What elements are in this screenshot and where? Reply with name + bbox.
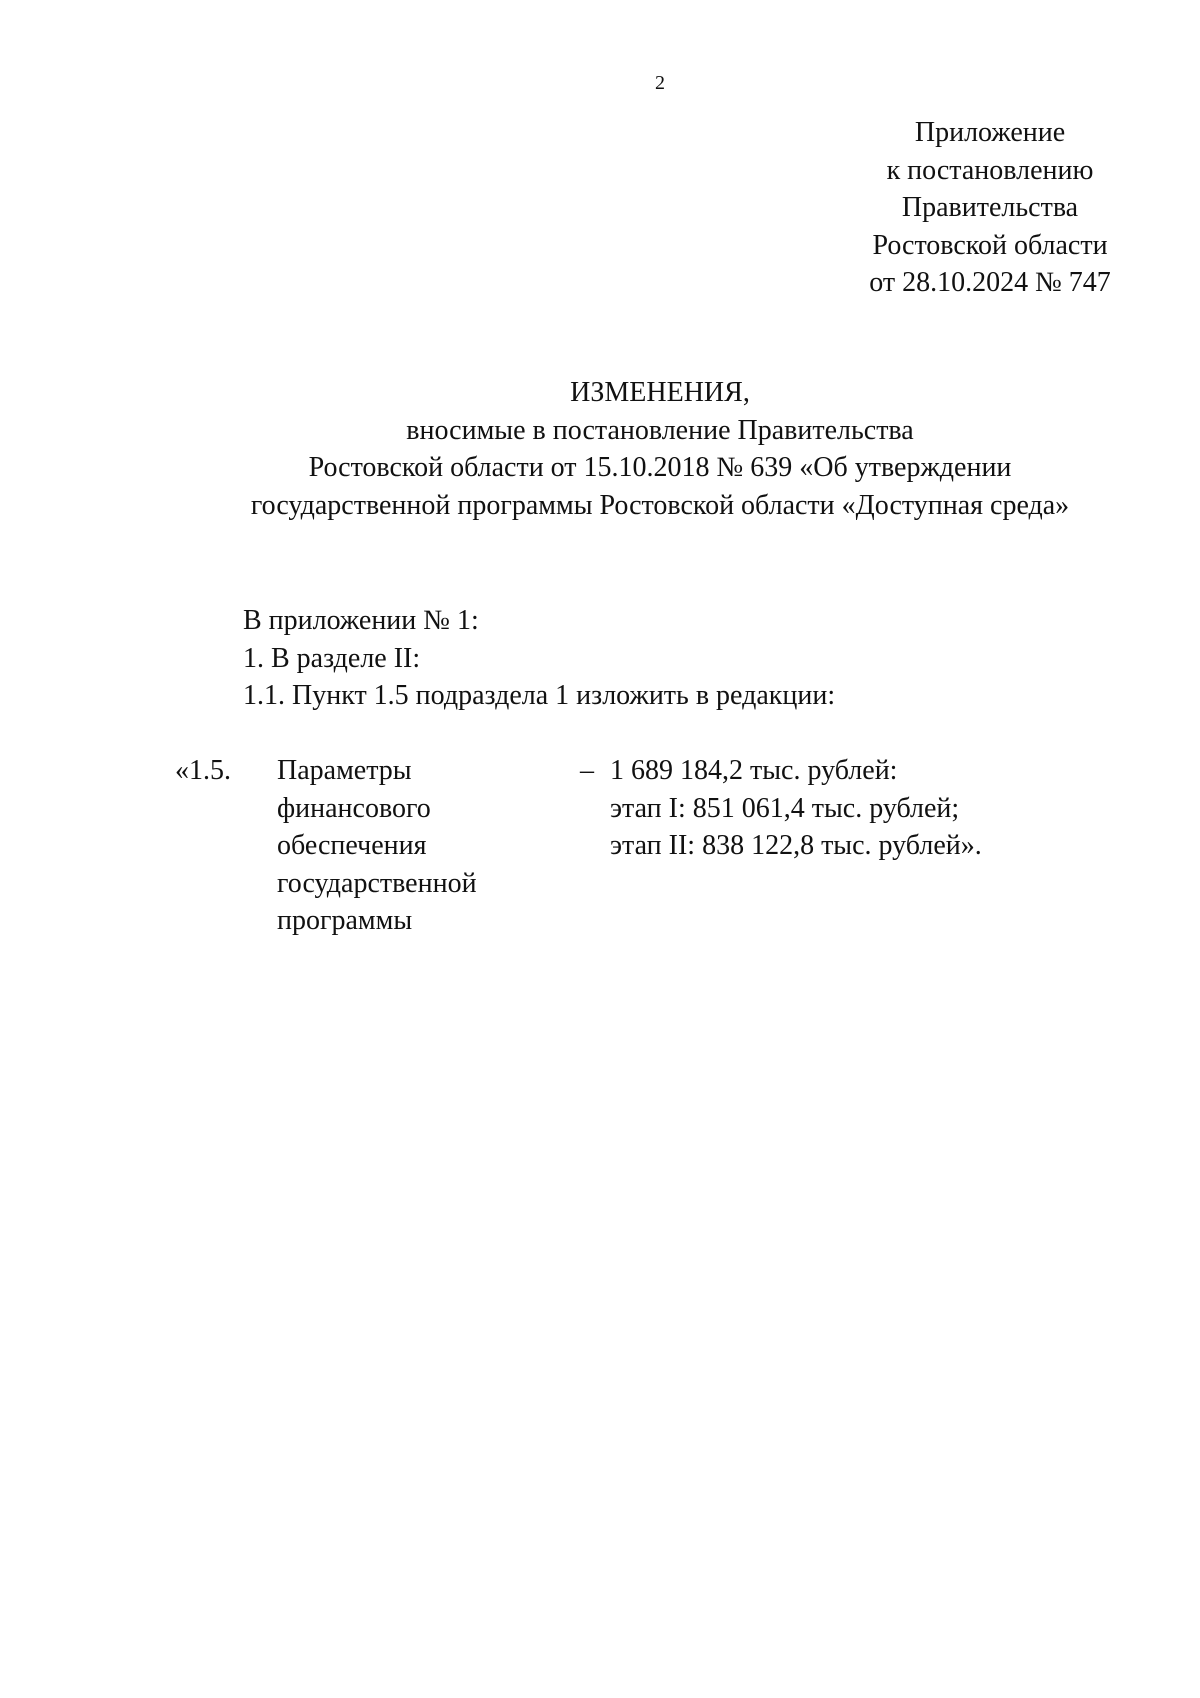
body-paragraph: В приложении № 1: [243, 605, 479, 636]
approval-line: Ростовской области [872, 229, 1108, 261]
approval-block [820, 114, 1160, 302]
item-number: «1.5. [175, 755, 231, 786]
title-line: государственной программы Ростовской области «Доступная среда» [250, 489, 1070, 521]
item-label-line: государственной [277, 867, 477, 899]
item-label [277, 752, 477, 940]
item-label-line: Параметры [277, 755, 412, 786]
item-stage-value: этап II: 838 122,8 тыс. рублей». [610, 830, 982, 861]
title-line: вносимые в постановление Правительства [406, 414, 914, 446]
body-paragraph: 1. В разделе II: [243, 642, 421, 674]
item-dash: – [580, 755, 594, 786]
document-title [0, 374, 1200, 524]
approval-line: Приложение [914, 117, 1066, 148]
approval-line: к постановлению [886, 154, 1094, 186]
title-heading: ИЗМЕНЕНИЯ, [570, 377, 750, 408]
item-stage-value: этап I: 851 061,4 тыс. рублей; [610, 792, 960, 824]
item-label-line: финансового [277, 792, 431, 824]
page-number: 2 [655, 72, 665, 94]
item-values [610, 752, 982, 865]
approval-date-line: от 28.10.2024 № 747 [869, 267, 1111, 298]
item-label-line: программы [277, 905, 413, 936]
body-paragraph: 1.1. Пункт 1.5 подраздела 1 изложить в редакции: [243, 680, 836, 711]
item-label-line: обеспечения [277, 830, 427, 861]
item-total-value: 1 689 184,2 тыс. рублей: [610, 755, 898, 786]
body-paragraphs [243, 602, 835, 715]
title-line: Ростовской области от 15.10.2018 № 639 «Об утверждении [308, 452, 1012, 483]
approval-line: Правительства [901, 192, 1079, 223]
